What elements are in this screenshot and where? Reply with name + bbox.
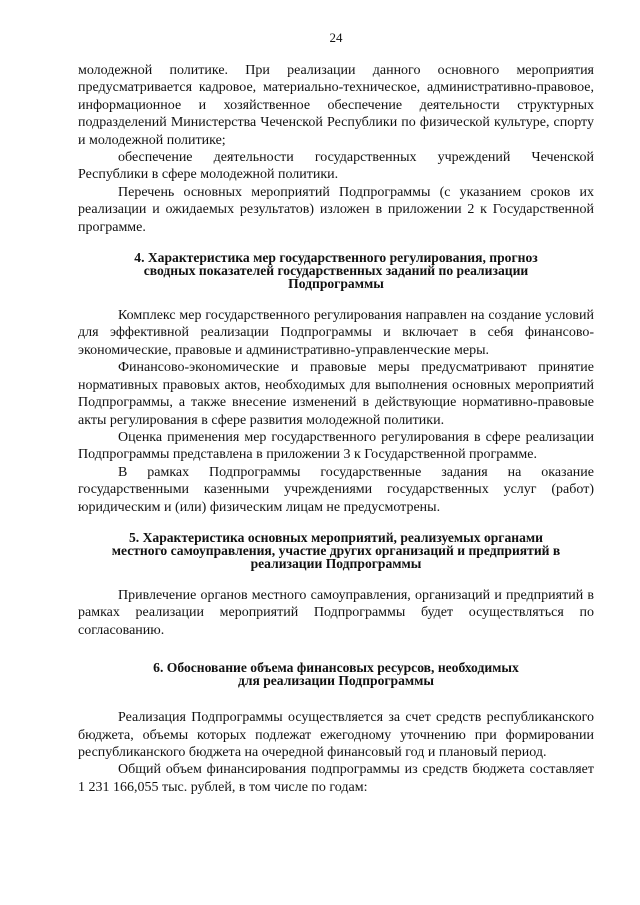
heading-line: местного самоуправления, участие других организаций и предприятий в xyxy=(111,542,561,558)
section-heading-4 xyxy=(78,251,594,290)
section-heading-5 xyxy=(78,531,594,570)
heading-line: 5. Характеристика основных мероприятий, реализуемых органами xyxy=(128,529,543,545)
heading-line: сводных показателей государственных заданий по реализации xyxy=(143,263,529,279)
page-number: 24 xyxy=(329,30,343,45)
paragraph: Комплекс мер государственного регулирования направлен на создание условий для эффективной реализации Подпрограммы и включает в себя финансово-экономические, правовые и административно-управленческие меры. xyxy=(78,308,594,358)
heading-line: реализации Подпрограммы xyxy=(250,555,422,571)
paragraph: Оценка применения мер государственного регулирования в сфере реализации Подпрограммы представлена в приложении 3 к Государственной программе. xyxy=(78,429,594,463)
document-body xyxy=(78,62,594,796)
paragraph: В рамках Подпрограммы государственные задания на оказание государственными казенными учреждениями государственных услуг (работ) юридическим и (или) физическим лицам не предусмотрены. xyxy=(78,464,594,515)
paragraph: Привлечение органов местного самоуправления, организаций и предприятий в рамках реализации мероприятий Подпрограммы будет осуществляться по согласованию. xyxy=(78,587,594,638)
paragraph: Перечень основных мероприятий Подпрограммы (с указанием сроков их реализации и ожидаемых результатов) изложен в приложении 2 к Государственной программе. xyxy=(78,184,594,235)
section-heading-6 xyxy=(78,661,594,687)
paragraph: Реализация Подпрограммы осуществляется за счет средств республиканского бюджета, объемы которых подлежат ежегодному уточнению при формировании республиканского бюджета на очередной финансовый год и плановый период. xyxy=(78,710,594,760)
paragraph: Финансово-экономические и правовые меры предусматривают принятие нормативных правовых актов, необходимых для выполнения основных мероприятий Подпрограммы, а также внесение изменений в действующие нормативно-правовые акты регулирования в сфере развития молодежной политики. xyxy=(78,360,594,428)
heading-line: 4. Характеристика мер государственного регулирования, прогноз xyxy=(134,250,538,266)
heading-line: 6. Обоснование объема финансовых ресурсов, необходимых xyxy=(153,660,519,676)
paragraph: обеспечение деятельности государственных учреждений Чеченской Республики в сфере молодежной политики. xyxy=(78,150,594,183)
paragraph: молодежной политике. При реализации данного основного мероприятия предусматривается кадровое, материально-техническое, административно-правовое, информационное и хозяйственное обеспечение деятельности структурных подразделений Министерства Чеченской Республики по физической культуре, спорту и молодежной политике; xyxy=(78,63,594,148)
heading-line: для реализации Подпрограммы xyxy=(237,673,435,689)
paragraph: Общий объем финансирования подпрограммы из средств бюджета составляет 1 231 166,055 тыс. рублей, в том числе по годам: xyxy=(78,762,594,795)
heading-line: Подпрограммы xyxy=(288,276,384,292)
